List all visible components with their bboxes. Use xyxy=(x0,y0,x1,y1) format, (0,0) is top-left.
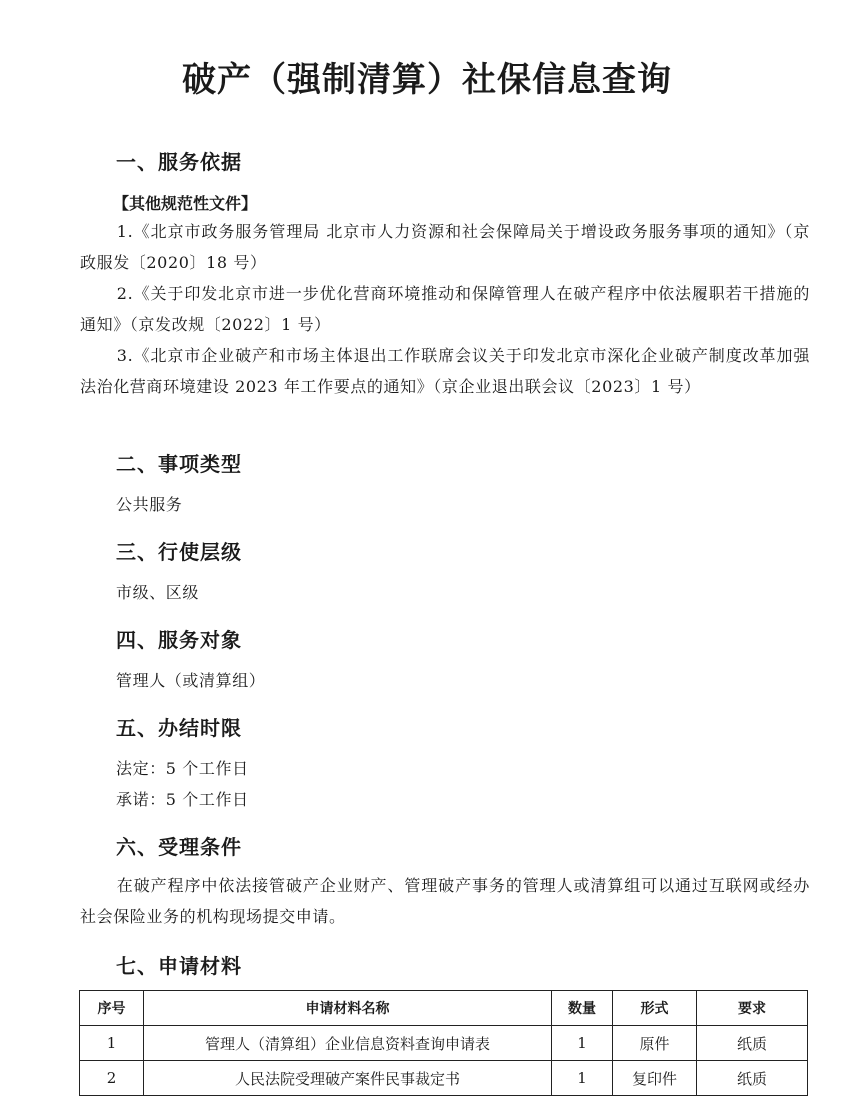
time-limit-promise: 承诺：5 个工作日 xyxy=(116,790,249,809)
cell-seq: 2 xyxy=(80,1061,144,1096)
acceptance-conditions-text: 在破产程序中依法接管破产企业财产、管理破产事务的管理人或清算组可以通过互联网或经办社会保险业务的机构现场提交申请。 xyxy=(80,876,810,926)
cell-form: 原件 xyxy=(613,1026,697,1061)
section-heading-exercise-level: 三、行使层级 xyxy=(116,540,242,564)
service-target-text: 管理人（或清算组） xyxy=(116,671,266,690)
section-heading-time-limit: 五、办结时限 xyxy=(116,716,242,740)
header-requirement: 要求 xyxy=(697,991,808,1026)
cell-requirement: 纸质 xyxy=(697,1026,808,1061)
cell-quantity: 1 xyxy=(552,1026,613,1061)
cell-material-name: 管理人（清算组）企业信息资料查询申请表 xyxy=(144,1026,552,1061)
table-header-row xyxy=(80,991,808,1026)
document-title: 破产（强制清算）社保信息查询 xyxy=(182,60,672,100)
cell-quantity: 1 xyxy=(552,1061,613,1096)
cell-seq: 1 xyxy=(80,1026,144,1061)
section-heading-service-target: 四、服务对象 xyxy=(116,628,242,652)
basis-item-3: 3.《北京市企业破产和市场主体退出工作联席会议关于印发北京市深化企业破产制度改革加强法治化营商环境建设 2023 年工作要点的通知》（京企业退出联会议〔2023〕1 号） xyxy=(80,346,810,396)
table-row xyxy=(80,1061,808,1096)
section-heading-acceptance-conditions: 六、受理条件 xyxy=(116,835,242,859)
cell-material-name: 人民法院受理破产案件民事裁定书 xyxy=(144,1061,552,1096)
section-heading-service-basis: 一、服务依据 xyxy=(116,150,242,174)
sub-heading-other-documents: 【其他规范性文件】 xyxy=(113,194,258,213)
basis-item-1: 1.《北京市政务服务管理局 北京市人力资源和社会保障局关于增设政务服务事项的通知》（京政服发〔2020〕18 号） xyxy=(80,222,810,272)
table-row xyxy=(80,1026,808,1061)
section-heading-application-materials: 七、申请材料 xyxy=(116,954,242,978)
cell-requirement: 纸质 xyxy=(697,1061,808,1096)
cell-form: 复印件 xyxy=(613,1061,697,1096)
materials-table xyxy=(79,990,808,1096)
time-limit-legal: 法定：5 个工作日 xyxy=(116,759,249,778)
header-form: 形式 xyxy=(613,991,697,1026)
header-quantity: 数量 xyxy=(552,991,613,1026)
basis-item-2: 2.《关于印发北京市进一步优化营商环境推动和保障管理人在破产程序中依法履职若干措施的通知》（京发改规〔2022〕1 号） xyxy=(80,284,810,334)
section-heading-item-type: 二、事项类型 xyxy=(116,452,242,476)
header-material-name: 申请材料名称 xyxy=(144,991,552,1026)
exercise-level-text: 市级、区级 xyxy=(116,583,200,602)
header-seq: 序号 xyxy=(80,991,144,1026)
item-type-text: 公共服务 xyxy=(116,495,183,514)
